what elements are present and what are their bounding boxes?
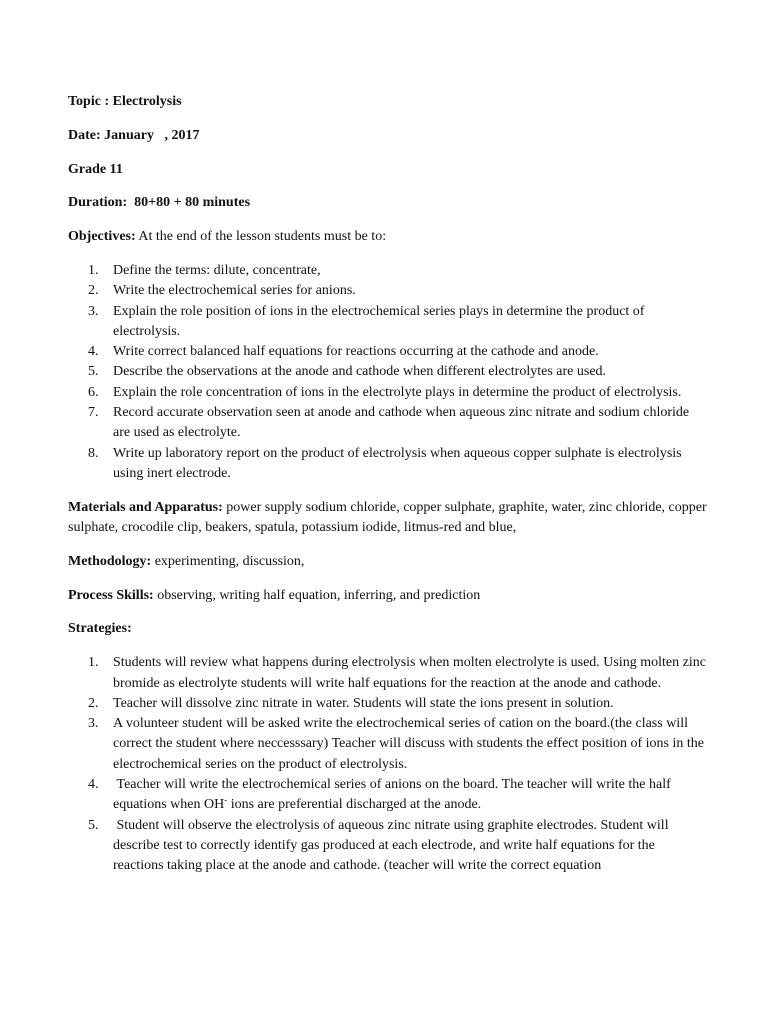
list-text: Define the terms: dilute, concentrate, — [113, 262, 321, 278]
process-skills-text: observing, writing half equation, inferring, and prediction — [157, 587, 481, 603]
date-value: January , 2017 — [104, 127, 200, 143]
list-number: 3. — [88, 303, 99, 319]
grade-value: Grade 11 — [68, 161, 123, 177]
list-text: Describe the observations at the anode and cathode when different electrolytes are used. — [113, 364, 607, 380]
list-item — [68, 775, 708, 816]
lesson-plan-document — [68, 92, 708, 877]
methodology-line — [68, 552, 708, 572]
list-item — [68, 383, 708, 403]
objectives-line — [68, 227, 708, 247]
list-number: 4. — [88, 777, 99, 793]
list-item — [68, 281, 708, 301]
list-text: Teacher will write the electrochemical series of anions on the board. The teacher will write the half equations when OH — [113, 777, 675, 813]
list-text: A volunteer student will be asked write the electrochemical series of cation on the board.(the class will correct the student where neccesssary) Teacher will discuss with students the effect position of ions in the electrochemical series on the product of electrolysis. — [113, 716, 705, 772]
list-number: 5. — [88, 364, 99, 380]
list-number: 6. — [88, 384, 99, 400]
process-skills-line — [68, 586, 708, 606]
list-item — [68, 261, 708, 281]
list-text: Record accurate observation seen at anode and cathode when aqueous zinc nitrate and sodium chloride are used as electrolyte. — [113, 405, 690, 441]
duration-value: 80+80 + 80 minutes — [134, 195, 251, 211]
grade-line — [68, 160, 708, 180]
list-number: 8. — [88, 445, 99, 461]
list-item — [68, 653, 708, 694]
list-number: 7. — [88, 405, 99, 421]
list-item — [68, 342, 708, 362]
list-number: 4. — [88, 344, 99, 360]
list-text: Write correct balanced half equations for reactions occurring at the cathode and anode. — [113, 344, 599, 360]
strategies-label: Strategies: — [68, 621, 132, 637]
methodology-text: experimenting, discussion, — [154, 553, 305, 569]
topic-line — [68, 92, 708, 112]
list-number: 3. — [88, 716, 99, 732]
list-text: Student will observe the electrolysis of aqueous zinc nitrate using graphite electrodes. Student will describe test to correctly identify gas produced at each electrode, and write half equations for the reactions taking place at the anode and cathode. (teacher will write the correct equation — [113, 817, 673, 874]
list-text: Students will review what happens during electrolysis when molten electrolyte is used. Using molten zinc bromide as electrolyte students will write half equations for the reaction at the anode and cathode. — [113, 655, 706, 691]
duration-line — [68, 193, 708, 213]
list-item — [68, 694, 708, 714]
list-item — [68, 816, 708, 877]
list-item — [68, 444, 708, 485]
topic-value: Electrolysis — [112, 94, 182, 109]
date-line — [68, 126, 708, 146]
list-item — [68, 403, 708, 444]
materials-text: power supply sodium chloride, copper sulphate, graphite, water, zinc chloride, copper sulphate, crocodile clip, beakers, spatula, potassium iodide, litmus-red and blue, — [68, 499, 707, 536]
list-item — [68, 362, 708, 382]
list-number: 1. — [88, 262, 99, 278]
list-text: Teacher will dissolve zinc nitrate in water. Students will state the ions present in solution. — [113, 695, 614, 711]
process-skills-label: Process Skills: — [68, 587, 154, 603]
list-text: Write up laboratory report on the product of electrolysis when aqueous copper sulphate is electrolysis using inert electrode. — [113, 445, 682, 481]
list-text: Explain the role concentration of ions in the electrolyte plays in determine the product of electrolysis. — [113, 384, 682, 400]
methodology-label: Methodology: — [68, 553, 152, 569]
list-item — [68, 302, 708, 343]
objectives-label: Objectives: — [68, 229, 136, 245]
duration-label: Duration: — [68, 195, 128, 211]
list-item — [68, 714, 708, 775]
strategies-list — [68, 653, 708, 876]
objectives-intro: At the end of the lesson students must be to: — [138, 229, 387, 245]
list-text-continued: ions are preferential discharged at the anode. — [227, 797, 482, 813]
topic-label: Topic : — [68, 94, 110, 109]
materials-paragraph — [68, 498, 708, 539]
list-text: Write the electrochemical series for anions. — [113, 283, 356, 299]
list-number: 1. — [88, 655, 99, 671]
list-number: 2. — [88, 695, 99, 711]
strategies-heading — [68, 619, 708, 639]
list-number: 5. — [88, 817, 99, 833]
date-label: Date: — [68, 127, 101, 143]
list-text: Explain the role position of ions in the electrochemical series plays in determine the product of electrolysis. — [113, 303, 645, 339]
superscript-charge: - — [224, 794, 228, 805]
list-number: 2. — [88, 283, 99, 299]
objectives-list — [68, 261, 708, 484]
materials-label: Materials and Apparatus: — [68, 499, 223, 515]
